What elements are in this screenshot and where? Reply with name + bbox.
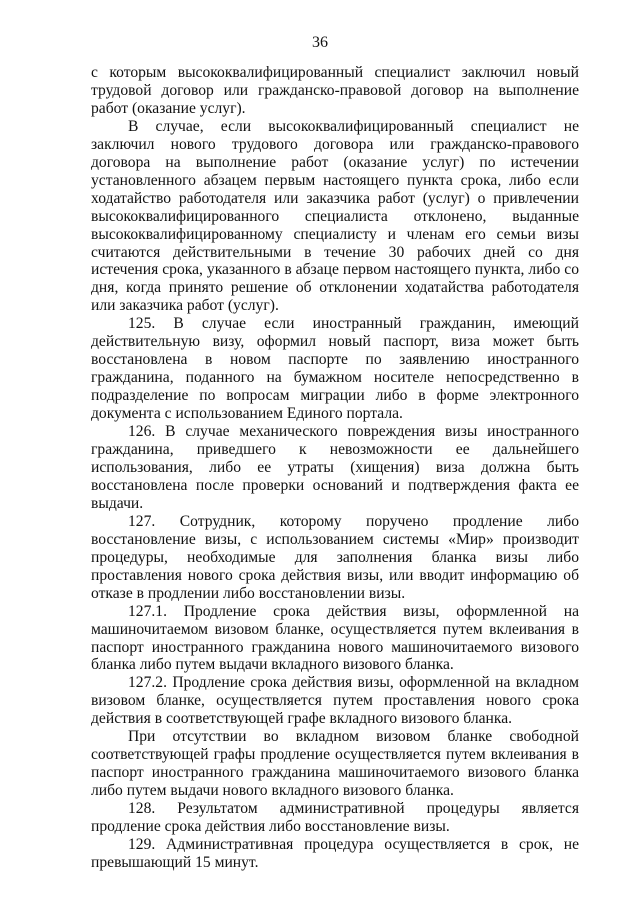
document-body <box>91 64 579 872</box>
page-number: 36 <box>312 34 328 51</box>
paragraph-126: 126. В случае механического повреждения визы иностранного гражданина, приведшего к невозможности ее дальнейшего использования, либо ее утраты (хищения) виза должна быть восстановлена после проверки оснований и подтверждения факта ее выдачи. <box>91 423 579 512</box>
paragraph-continuation: с которым высококвалифицированный специалист заключил новый трудовой договор или гражданско-правовой договор на выполнение работ (оказание услуг). <box>91 64 579 117</box>
paragraph-129: 129. Административная процедура осуществляется в срок, не превышающий 15 минут. <box>91 835 579 871</box>
paragraph-127-1: 127.1. Продление срока действия визы, оформленной на машиночитаемом визовом бланке, осуществляется путем вклеивания в паспорт иностранного гражданина нового машиночитаемого визового бланка либо путем выдачи вкладного визового бланка. <box>91 602 579 674</box>
paragraph-127: 127. Сотрудник, которому поручено продление либо восстановление визы, с использованием системы «Мир» производит процедуры, необходимые для заполнения бланка визы либо проставления нового срока действия визы, или вводит информацию об отказе в продлении либо восстановлении визы. <box>91 512 579 602</box>
paragraph-128: 128. Результатом административной процедуры является продление срока действия либо восстановление визы. <box>91 800 579 836</box>
paragraph-125: 125. В случае если иностранный гражданин, имеющий действительную визу, оформил новый паспорт, виза может быть восстановлена в новом паспорте по заявлению иностранного гражданина, поданного на бумажном носителе непосредственно в подразделение по вопросам миграции либо в форме электронного документа с использованием Единого портала. <box>91 315 579 423</box>
paragraph: При отсутствии во вкладном визовом бланке свободной соответствующей графы продление осуществляется путем вклеивания в паспорт иностранного гражданина машиночитаемого визового бланка либо путем выдачи нового вкладного визового бланка. <box>91 728 579 800</box>
paragraph: В случае, если высококвалифицированный специалист не заключил нового трудового договора или гражданско-правового договора на выполнение работ (оказание услуг) по истечении установленного абзацем первым настоящего пункта срока, либо если ходатайство работодателя или заказчика работ (услуг) о привлечении высококвалифицированного специалиста отклонено, выданные высококвалифицированному специалисту и членам его семьи визы считаются действительными в течение 30 рабочих дней со дня истечения срока, указанного в абзаце первом настоящего пункта, либо со дня, когда принято решение об отклонении ходатайства работодателя или заказчика работ (услуг). <box>91 117 579 315</box>
paragraph-127-2: 127.2. Продление срока действия визы, оформленной на вкладном визовом бланке, осуществляется путем проставления нового срока действия в соответствующей графе вкладного визового бланка. <box>91 674 579 728</box>
